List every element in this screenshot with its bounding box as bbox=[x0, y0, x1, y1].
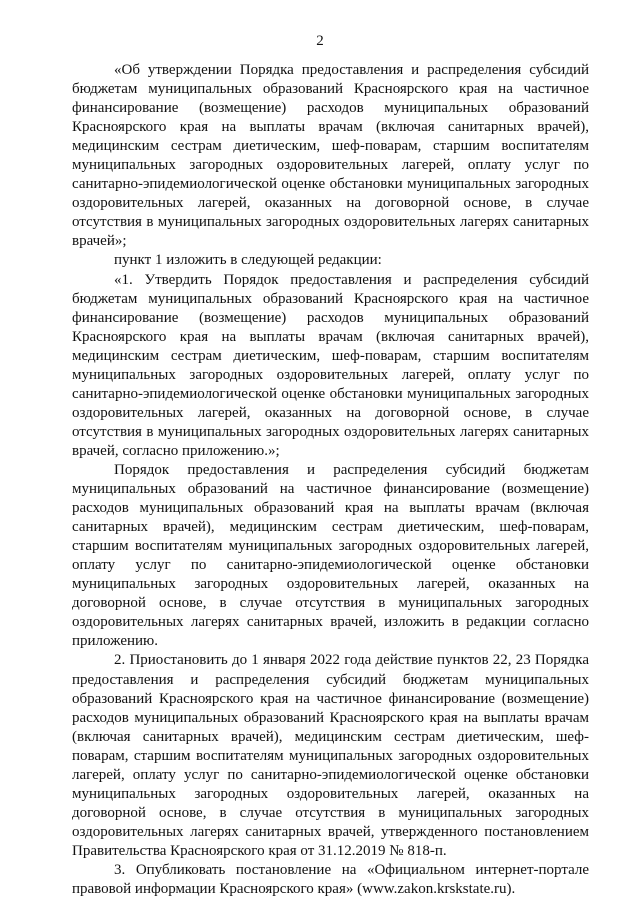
paragraph-point-1-intro: пункт 1 изложить в следующей редакции: bbox=[114, 252, 382, 269]
paragraph-procedure: Порядок предоставления и распределения субсидий бюджетам муниципальных образований на частичное финансирование (возмещение) расходов муниципальных образований края на выплаты врачам (включая санитарных врачей), медицинским сестрам диетическим, шеф-поварам, старшим воспитателям муниципальных загородных оздоровительных лагерей, оплату услуг по санитарно-эпидемиологической оценке обстановки муниципальных загородных оздоровительных лагерей, оказанных на договорной основе, в случае отсутствия в муниципальных загородных оздоровительных лагерях санитарных врачей, изложить в редакции согласно приложению. bbox=[72, 461, 589, 650]
paragraph-title-quote: «Об утверждении Порядка предоставления и распределения субсидий бюджетам муниципальных образований Красноярского края на частичное финансирование (возмещение) расходов муниципальных образований Красноярского края на выплаты врачам (включая санитарных врачей), медицинским сестрам диетическим, шеф-поварам, старшим воспитателям муниципальных загородных оздоровительных лагерей, оплату услуг по санитарно-эпидемиологической оценке обстановки муниципальных загородных оздоровительных лагерей, оказанных на договорной основе, в случае отсутствия в муниципальных загородных оздоровительных лагерях санитарных врачей»; bbox=[72, 62, 589, 250]
paragraph-item-2: 2. Приостановить до 1 января 2022 года действие пунктов 22, 23 Порядка предоставления и распределения субсидий бюджетам муниципальных образований Красноярского края на частичное финансирование (возмещение) расходов муниципальных образований Красноярского края на выплаты врачам (включая санитарных врачей), медицинским сестрам диетическим, шеф-поварам, старшим воспитателям муниципальных загородных оздоровительных лагерей, оплату услуг по санитарно-эпидемиологической оценке обстановки муниципальных загородных оздоровительных лагерей, оказанных на договорной основе, в случае отсутствия в муниципальных загородных оздоровительных лагерях санитарных врачей, утвержденного постановлением Правительства Красноярского края от 31.12.2019 № 818-п. bbox=[72, 652, 589, 859]
document-body bbox=[72, 61, 589, 899]
page-number: 2 bbox=[316, 33, 324, 49]
paragraph-point-1-text: «1. Утвердить Порядок предоставления и распределения субсидий бюджетам муниципальных образований Красноярского края на частичное финансирование (возмещение) расходов муниципальных образований Красноярского края на выплаты врачам (включая санитарных врачей), медицинским сестрам диетическим, шеф-поварам, старшим воспитателям муниципальных загородных оздоровительных лагерей, оплату услуг по санитарно-эпидемиологической оценке обстановки муниципальных загородных оздоровительных лагерей, оказанных на договорной основе, в случае отсутствия в муниципальных загородных оздоровительных лагерях санитарных врачей, согласно приложению.»; bbox=[72, 271, 589, 459]
paragraph-item-3: 3. Опубликовать постановление на «Официальном интернет-портале правовой информации Красноярского края» (www.zakon.krskstate.ru). bbox=[72, 861, 589, 898]
